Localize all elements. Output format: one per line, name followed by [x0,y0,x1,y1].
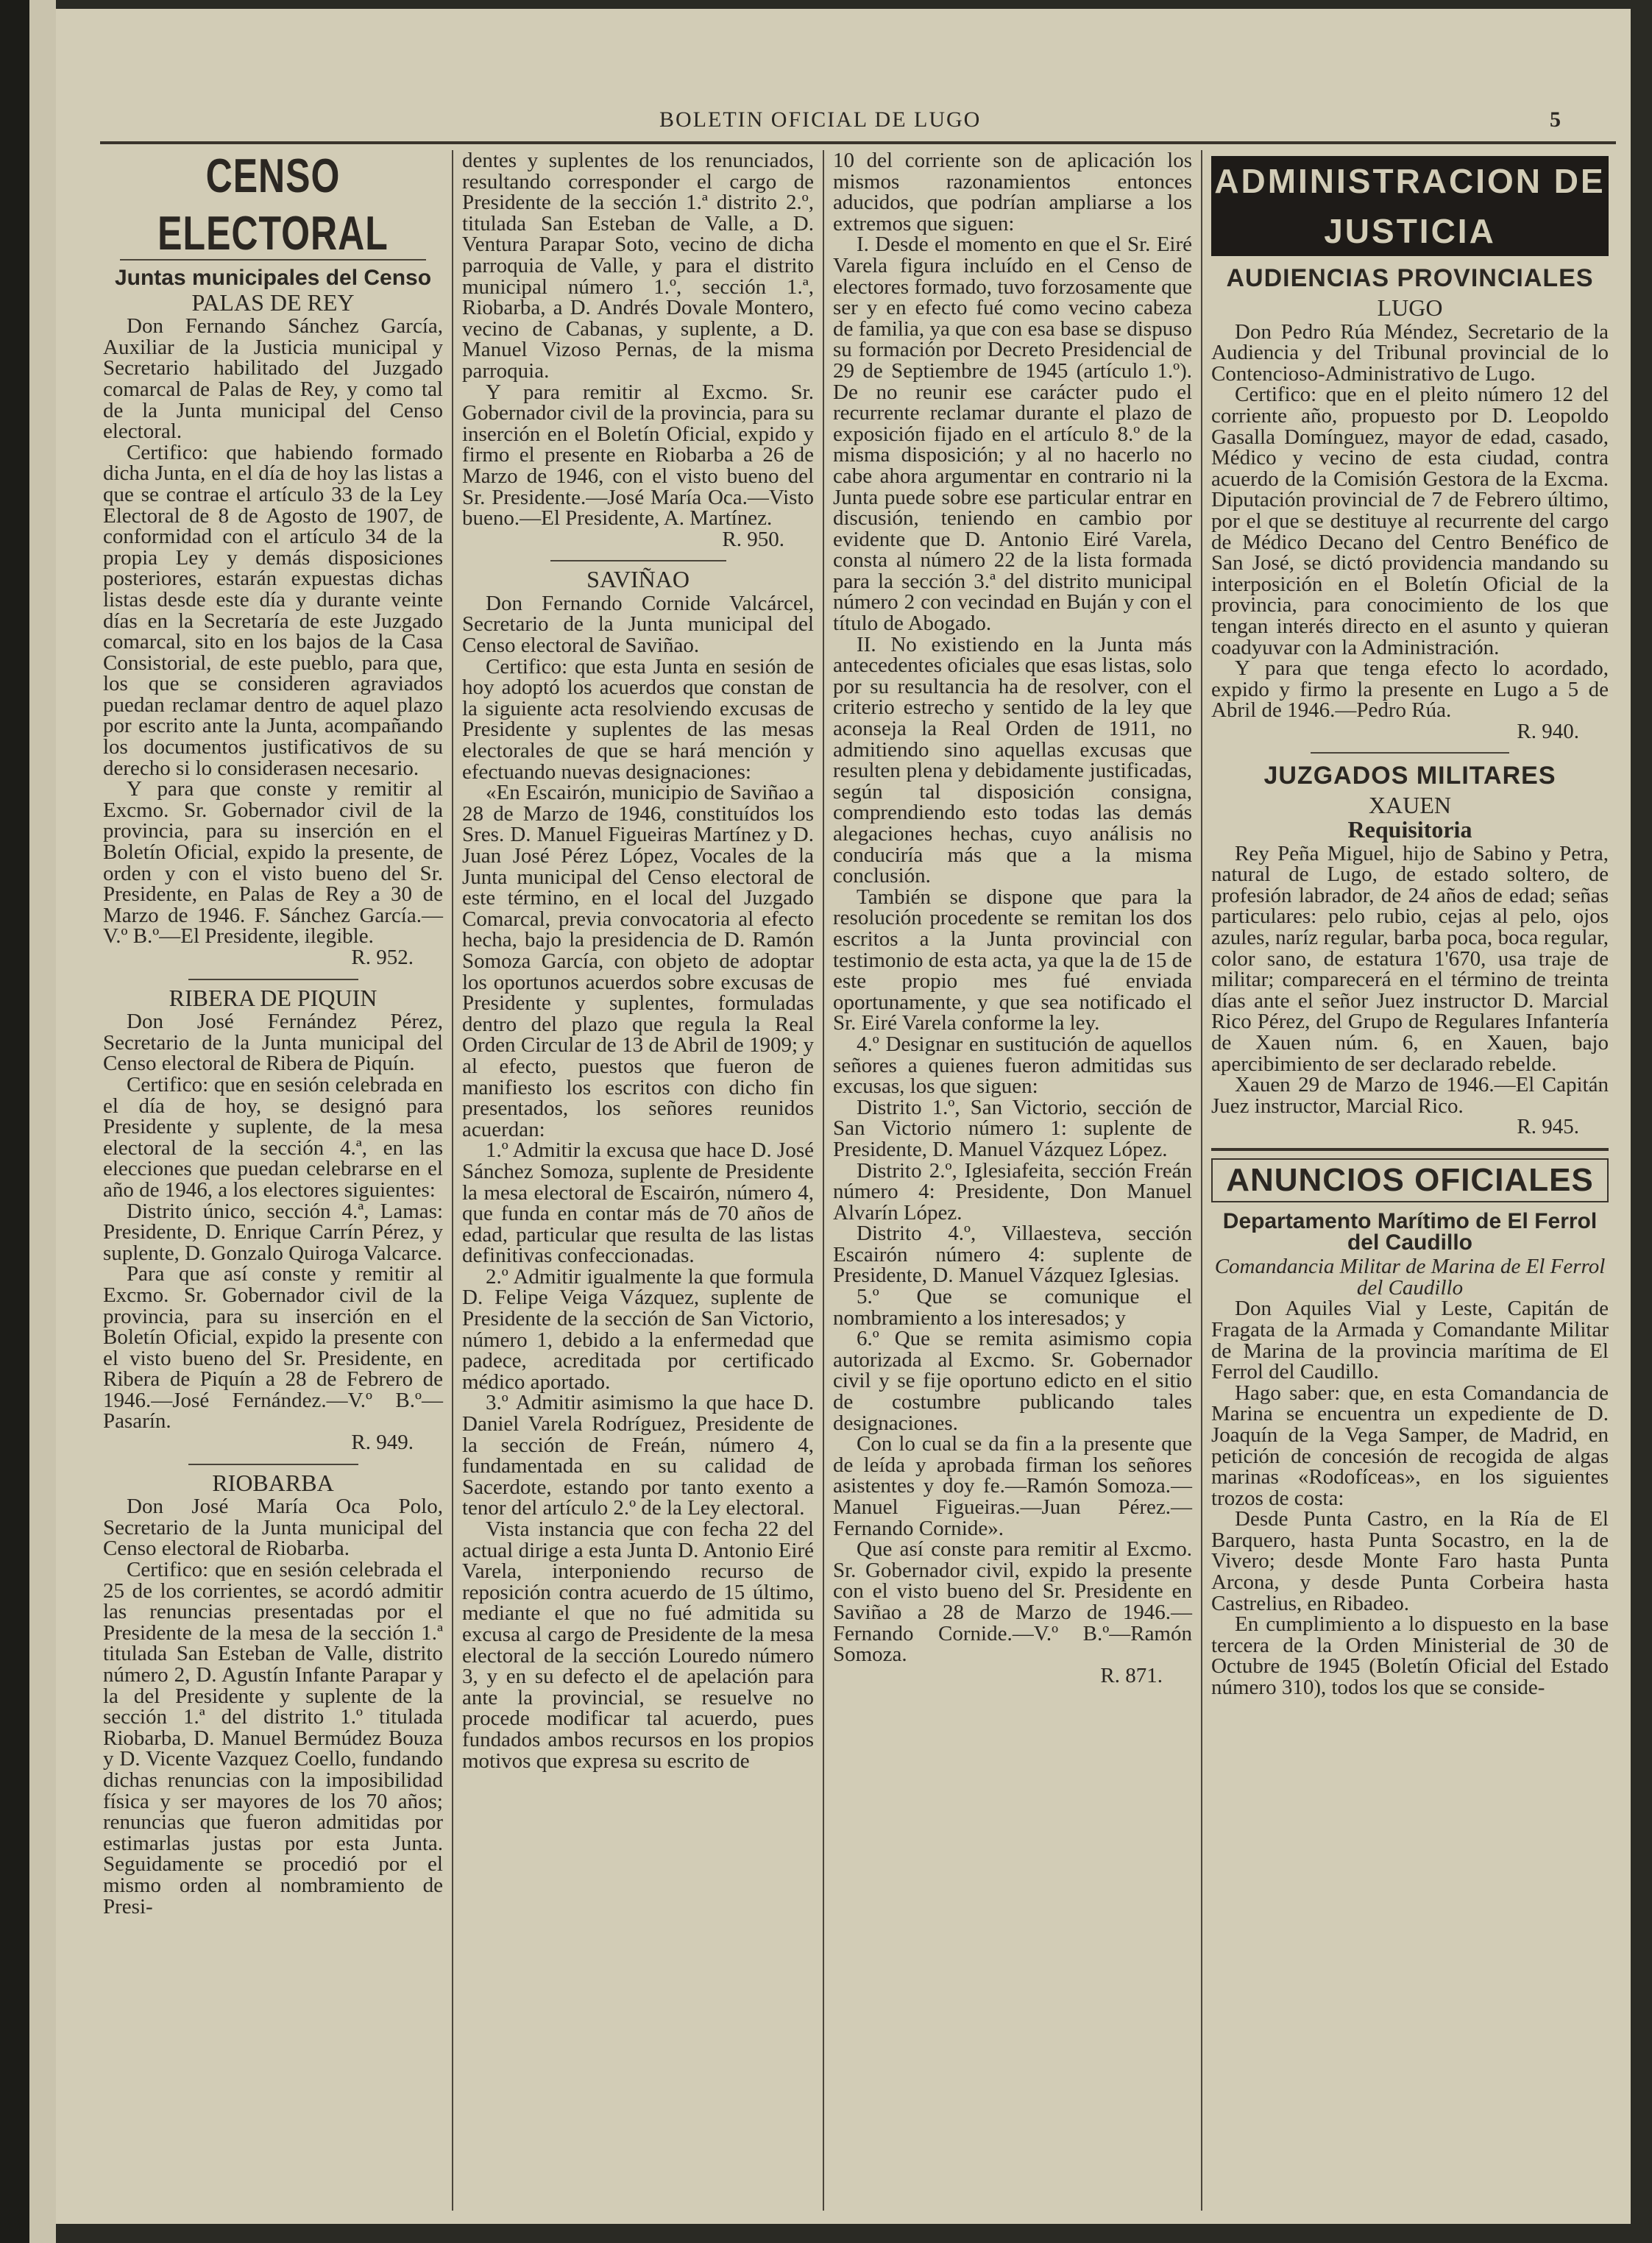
previous-page-edge [29,0,56,2243]
notice-paragraph: dentes y suplentes de los renunciados, resultando corresponder el cargo de Presidente de la sección 1.ª distrito 2.º, titulada San Esteban de Valle, a D. Ventura Parapar Soto, vecino de dicha parroquia de Valle, y para el distrito municipal número 1.º, sección 1.ª, Riobarba, a D. Andrés Dovale Montero, vecino de Cabanas, y suplente, a D. Manuel Vizoso Pernas, de la misma parroquia. [462,149,814,383]
notice-paragraph: 3.º Admitir asimismo la que hace D. Daniel Varela Rodríguez, Presidente de la sección de Freán, número 4, fundamentada en su calidad de Sacerdote, estando por tanto exento a tenor del artículo 2.º de la Ley electoral. [462,1391,814,1520]
notice-paragraph: Para que así conste y remitir al Excmo. Sr. Gobernador civil de la provincia, para su inserción en el Boletín Oficial, expido la presente con el visto bueno del Sr. Presidente, en Ribera de Piquín a 28 de Febrero de 1946.—José Fernández.—V.º B.º—Pasarín. [103,1262,443,1434]
notice-ref: R. 950. [722,527,784,551]
place-lugo: LUGO [1377,294,1443,321]
notice-paragraph: 6.º Que se remita asimismo copia autorizada al Excmo. Sr. Gobernador civil y se fije oportuno edicto en el sitio de costumbre publicando tales designaciones. [833,1327,1192,1435]
notice-paragraph: Certifico: que habiendo formado dicha Junta, en el día de hoy las listas a que se contrae el artículo 33 de la Ley Electoral de 8 de Agosto de 1907, de conformidad con el artículo 34 de la propia Ley y demás disposiciones posteriores, estarán expuestas dichas listas desde este día y durante veinte días en la Secretaría de este Juzgado comarcal, sito en los bajos de la Casa Consistorial, de este pueblo, para que, los que se consideren agraviados puedan reclamar dentro de aquel plazo por escrito ante la Junta, acompañando los documentos justificativos de su derecho si lo considerasen necesario. [103,440,443,780]
notice-marina [1211,1298,1609,1698]
column-divider [452,150,453,2211]
notice-place: RIOBARBA [212,1469,334,1496]
notice-paragraph: Distrito 1.º, San Victorio, sección de San Victorio número 1: suplente de Presidente, D. Manuel Vázquez López. [833,1095,1192,1161]
notice-place: RIBERA DE PIQUIN [169,984,377,1011]
subsection-juzgados: JUZGADOS MILITARES [1263,762,1556,790]
section-title-anuncios: ANUNCIOS OFICIALES [1211,1158,1609,1202]
notice-paragraph: Don Fernando Cornide Valcárcel, Secretario de la Junta municipal del Censo electoral de Saviñao. [462,591,814,658]
header-rule [100,141,1616,144]
notice-paragraph: Y para remitir al Excmo. Sr. Gobernador civil de la provincia, para su inserción en el Boletín Oficial, expido y firmo el presente en Riobarba a 26 de Marzo de 1946, con el visto bueno del Sr. Presidente.—José María Oca.—Visto bueno.—El Presidente, A. Martínez. [462,380,814,531]
page-number: 5 [1550,107,1562,132]
notice-paragraph: II. No existiendo en la Junta más antecedentes oficiales que esas listas, solo por su resultancia ha de resolver, con el criterio estrecho y sentido de la ley que aconseja la Real Orden de 1911, no admitiendo sino aquellas excusas que resulten plena y debidamente justificadas, según tal disposición consigna, comprendiendo esto todas las demás alegaciones hechas, cuyo análisis no conduciría más que a la misma conclusión. [833,632,1193,888]
column-4 [1211,150,1609,1698]
newspaper-page [56,9,1631,2224]
subsection-title: Juntas municipales del Censo [114,266,432,290]
notice-ref: R. 949. [351,1431,414,1455]
separator [550,560,726,561]
command-title: Comandancia Militar de Marina de El Ferrol del Caudillo [1214,1255,1606,1300]
place-xauen: XAUEN [1369,792,1451,819]
notice-place: PALAS DE REY [191,288,355,316]
separator [1311,752,1509,754]
notice-audiencia [1211,319,1609,723]
notice-paragraph: En cumplimiento a lo dispuesto en la base tercera de la Orden Ministerial de 30 de Octubre de 1945 (Boletín Oficial del Estado número 310), todos los que se conside- [1211,1612,1609,1700]
separator-thick [1211,1148,1609,1151]
notice-paragraph: I. Desde el momento en que el Sr. Eiré Varela figura incluído en el Censo de electores formado, tuvo forzosamente que ser y en efecto fué como vecino cabeza de familia, ya que con esa base se dispuso su formación por Decreto Presidencial de 29 de Septiembre de 1945 (artículo 1.º). De no reunir ese carácter pudo el recurrente reclamar durante el plazo de exposición fijado en el artículo 8.º de la misma disposición; y al no hacerlo no cabe ahora argumentar en contrario ni la Junta puede sobre ese particular entrar en discusión, teniendo en cambio por evidente que D. Antonio Eiré Varela, consta al número 22 de la lista formada para la sección 3.ª del distrito municipal número 2 con vecindad en Buján y con el título de Abogado. [833,233,1192,636]
section-title-justicia: ADMINISTRACION DE JUSTICIA [1211,156,1609,256]
notice-ref: R. 952. [351,946,414,969]
notice-paragraph: «En Escairón, municipio de Saviñao a 28 de Marzo de 1946, constituídos los Sres. D. Manuel Figueiras Martínez y D. Juan José Pérez López, Vocales de la Junta municipal del Censo electoral de este término, en el local del Juzgado Comarcal, previa convocatoria al efecto hecha, bajo la presidencia de D. Ramón Somoza García, con objeto de adoptar los oportunos acuerdos sobre excusas de Presidente y suplentes, formuladas dentro del plazo que regula la Real Orden Circular de 13 de Abril de 1909; y al efecto, puestos que fueron de manifiesto los escritos con dicho fin presentados, los señores reunidos acuerdan: [462,781,814,1141]
notice-paragraph: Distrito 4.º, Villaesteva, sección Escairón número 4: suplente de Presidente, D. Manuel Vázquez Iglesias. [833,1222,1192,1288]
subsection-audiencias: AUDIENCIAS PROVINCIALES [1226,264,1594,292]
column-3 [833,150,1192,1686]
notice-paragraph: Certifico: que en sesión celebrada en el día de hoy, se designó para Presidente y suplente, de la mesa electoral de la sección 4.ª, en las elecciones que puedan celebrarse en el año de 1946, a los electores siguientes: [103,1072,443,1202]
notice-paragraph: Certifico: que esta Junta en sesión de hoy adoptó los acuerdos que constan de la siguiente acta resolviendo excusas de Presidente y suplentes de las mesas electorales de que se hará mención y efectuando nuevas designaciones: [462,654,814,784]
notice-paragraph: 5.º Que se comunique el nombramiento a los interesados; y [833,1285,1192,1330]
notice-paragraph: Vista instancia que con fecha 22 del actual dirige a esta Junta D. Antonio Eiré Varela, interponiendo recurso de reposición contra acuerdo de 15 último, mediante el que no fué admitida su excusa al cargo de Presidente de la mesa electoral de la sección Louredo número 3, y en su defecto el de apelación para ante la provincial, se resuelve no procede modificar tal acuerdo, pues fundados ambos recursos en los propios motivos que expresa su escrito de [462,1517,814,1773]
notice-paragraph: Don José María Oca Polo, Secretario de la Junta municipal del Censo electoral de Riobarba. [103,1495,443,1561]
notice-paragraph: Don Fernando Sánchez García, Auxiliar de la Justicia municipal y Secretario habilitado del Juzgado comarcal de Palas de Rey, y como tal de la Junta municipal del Censo electoral. [103,314,443,444]
notice-requisitoria [1211,843,1609,1117]
notice-place: SAVIÑAO [586,566,689,593]
notice-ref: R. 945. [1517,1115,1579,1139]
column-divider [823,150,824,2211]
notice-paragraph: Distrito único, sección 4.ª, Lamas: Presidente, D. Enrique Carrín Pérez, y suplente, D. Gonzalo Quiroga Valcarce. [103,1199,443,1265]
notice-paragraph: Don Pedro Rúa Méndez, Secretario de la Audiencia y del Tribunal provincial de lo Contencioso-Administrativo de Lugo. [1211,319,1609,386]
notice-paragraph: Y para que conste y remitir al Excmo. Sr. Gobernador civil de la provincia, para su inserción en el Boletín Oficial, expido la presente, de orden y con el visto bueno del Sr. Presidente, en Palas de Rey a 30 de Marzo de 1946. F. Sánchez García.—V.º B.º—El Presidente, ilegible. [103,777,443,949]
separator [188,979,358,980]
notice-paragraph: 10 del corriente son de aplicación los mismos razonamientos entonces aducidos, que podrían ampliarse a los extremos que siguen: [833,149,1192,235]
separator [188,1464,358,1465]
notice-paragraph: Don José Fernández Pérez, Secretario de la Junta municipal del Censo electoral de Ribera de Piquín. [103,1010,443,1076]
notice-paragraph: Xauen 29 de Marzo de 1946.—El Capitán Juez instructor, Marcial Rico. [1211,1073,1609,1118]
column-divider [1201,150,1202,2211]
notice-paragraph: Que así conste para remitir al Excmo. Sr. Gobernador civil, expido la presente con el visto bueno del Sr. Presidente en Saviñao a 28 de Marzo de 1946.—Fernando Cornide.—V.º B.º—Ramón Somoza. [833,1537,1192,1667]
notice-paragraph: 4.º Designar en sustitución de aquellos señores a quienes fueron admitidas sus excusas, los que siguen: [833,1032,1192,1099]
notice-paragraph: Con lo cual se da fin a la presente que de leída y aprobada firman los señores asistentes y doy fe.—Ramón Somoza.—Manuel Figueiras.—Juan Pérez.—Fernando Cornide». [833,1432,1192,1540]
book-spine [0,0,29,2243]
notice-paragraph: También se dispone que para la resolución procedente se remitan los dos escritos a la Junta provincial con testimonio de esta acta, ya que la de 15 de este propio mes fué enviada oportunamente, y que sea notificado el Sr. Eiré Varela conforme la ley. [833,885,1192,1035]
notice-ref: R. 940. [1517,719,1579,743]
requisitoria-label: Requisitoria [1347,816,1472,843]
notice-paragraph: 2.º Admitir igualmente la que formula D. Felipe Veiga Vázquez, suplente de Presidente de la sección de San Victorio, número 1, debido a la enfermedad que padece, acreditada por certificado médico aportado. [462,1264,814,1394]
notice-paragraph: Don Aquiles Vial y Leste, Capitán de Fragata de la Armada y Comandante Militar de Marina de la provincia marítima de El Ferrol del Caudillo. [1211,1297,1609,1384]
notice-paragraph: 1.º Admitir la excusa que hace D. José Sánchez Somoza, suplente de Presidente la mesa electoral de Escairón, número 4, que funda en contar más de 70 años de edad, particular que resulta de las listas definitivas confeccionadas. [462,1138,814,1268]
notice-paragraph: Y para que tenga efecto lo acordado, expido y firmo la presente en Lugo a 5 de Abril de 1946.—Pedro Rúa. [1211,656,1609,723]
header-title: BOLETIN OFICIAL DE LUGO [659,107,982,132]
notice-paragraph: Certifico: que en sesión celebrada el 25 de los corrientes, se acordó admitir las renuncias presentadas por el Presidente de la mesa de la sección 1.ª titulada San Esteban de Valle, distrito número 2, D. Agustín Infante Parapar y la del Presidente y suplente de la sección 1.ª del distrito 1.º titulada Riobarba, D. Manuel Bermúdez Bouza y D. Vicente Vazquez Coello, fundando dichas renuncias con la imposibilidad física y ser mayores de los 70 años; renuncias que fueron admitidas por estimarlas justas por esta Junta. Seguidamente se procedió por el mismo orden al nombramiento de Presi- [103,1558,443,1918]
section-title-censo: CENSO ELECTORAL [157,149,389,261]
department-title: Departamento Marítimo de El Ferrol del Caudillo [1222,1208,1598,1255]
notice-paragraph: Hago saber: que, en esta Comandancia de Marina se encuentra un expediente de D. Joaquín de la Vega Samper, de Madrid, en petición de concesión de recogida de algas marinas «Rodofíceas», en los siguientes trozos de costa: [1211,1381,1609,1510]
notice-paragraph: Distrito 2.º, Iglesiafeita, sección Freán número 4: Presidente, Don Manuel Alvarín López. [833,1158,1192,1225]
notice-paragraph: Desde Punta Castro, en la Ría de El Barquero, hasta Punta Socastro, en la de Vivero; desde Monte Faro hasta Punta Arcona, y desde Punta Corbeira hasta Castrelius, en Ribadeo. [1211,1507,1609,1615]
column-1 [103,150,443,1917]
notice-ref: R. 871. [1100,1663,1163,1687]
notice-paragraph: Rey Peña Miguel, hijo de Sabino y Petra, natural de Lugo, de estado soltero, de profesión labrador, de 24 años de edad; señas particulares: pelo rubio, cejas al pelo, ojos azules, naríz regular, barba poca, boca regular, color sano, de estatura 1'670, usa traje de militar; comparecerá en el término de treinta días ante el señor Juez instructor D. Marcial Rico Pérez, del Grupo de Regulares Infantería de Xauen núm. 6, en Xauen, bajo apercibimiento de ser declarado rebelde. [1211,841,1609,1076]
column-2 [462,150,814,1771]
notice-paragraph: Certifico: que en el pleito número 12 del corriente año, propuesto por D. Leopoldo Gasalla Domínguez, mayor de edad, casado, Médico y vecino de esta ciudad, contra acuerdo de la Comisión Gestora de la Excma. Diputación provincial de 7 de Febrero último, por el que se destituye al recurrente del cargo de Médico Decano del Centro Benéfico de San José, se dictó providencia mandando su interposición en el Boletín Oficial de la provincia, para conocimiento de los que tengan interés directo en el asunto y quieran coadyuvar con la Administración. [1211,383,1609,659]
